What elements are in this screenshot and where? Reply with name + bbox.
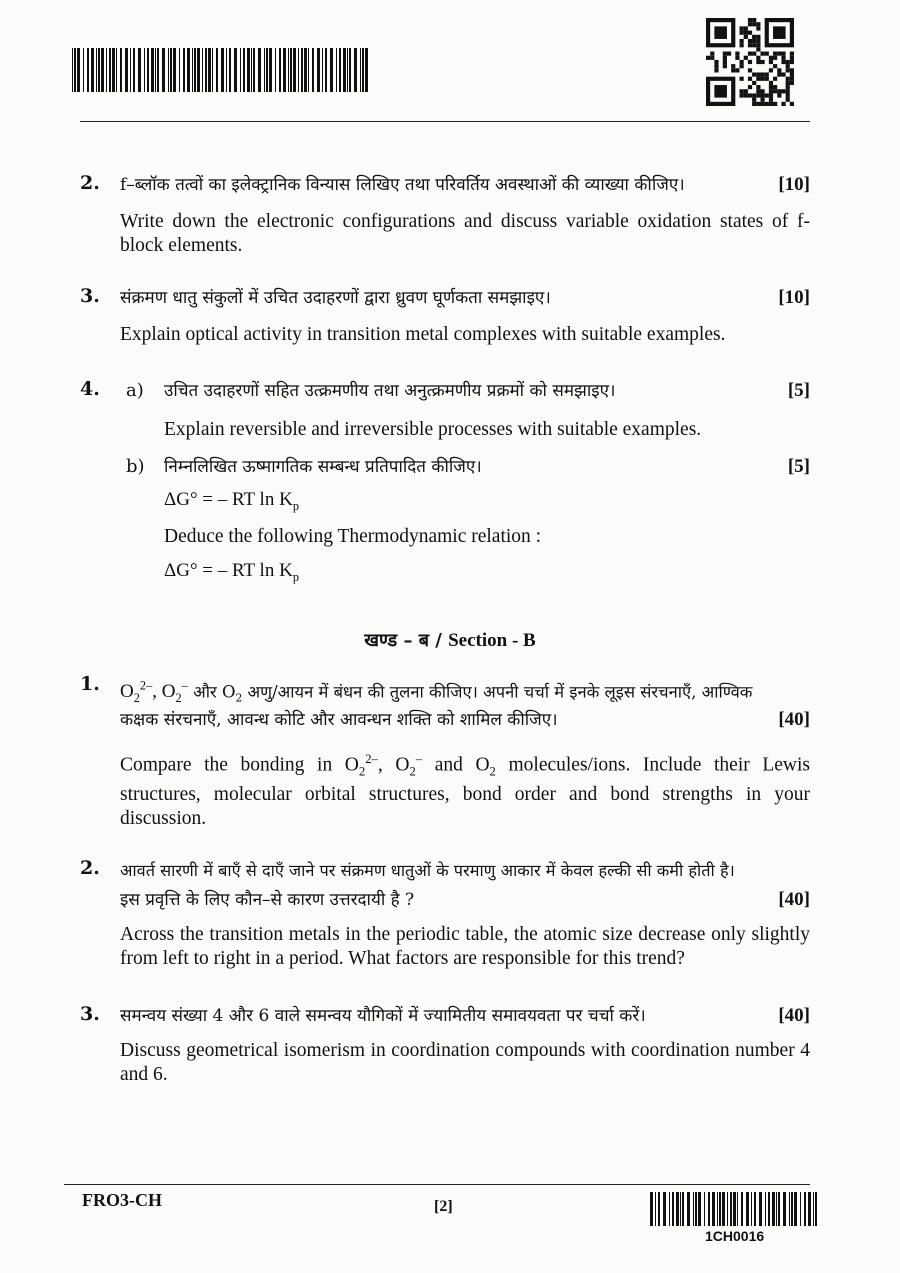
part-b-english: Deduce the following Thermodynamic relation : — [164, 526, 542, 547]
question-english: Discuss geometrical isomerism in coordination compounds with coordination number 4 and 6. — [120, 1040, 810, 1085]
question-hindi-line2: कक्षक संरचनाएँ, आवन्ध कोटि और आवन्धन शक्ति को शामिल कीजिए। — [120, 710, 558, 730]
qr-code — [706, 18, 794, 106]
part-label-a: a) — [126, 380, 144, 401]
question-b1 — [80, 673, 811, 830]
question-marks: [40] — [778, 889, 810, 910]
question-number: 3. — [80, 285, 100, 307]
page-number: [2] — [434, 1198, 453, 1215]
question-number: 2. — [80, 172, 100, 194]
question-marks: [40] — [778, 1005, 810, 1026]
question-number: 3. — [80, 1003, 100, 1025]
question-hindi: f–ब्लॉक तत्वों का इलेक्ट्रानिक विन्यास लिखिए तथा परिवर्तिय अवस्थाओं की व्याख्या कीजिए। — [120, 175, 685, 195]
question-marks: [10] — [778, 174, 810, 195]
top-barcode — [72, 48, 370, 92]
question-hindi: समन्वय संख्या 4 और 6 वाले समन्वय यौगिकों में ज्यामितीय समावयवता पर चर्चा करें। — [120, 1006, 646, 1026]
question-marks: [10] — [778, 287, 810, 308]
question-a2 — [80, 172, 810, 262]
question-number: 4. — [80, 378, 100, 400]
question-b2 — [80, 857, 810, 977]
question-hindi: संक्रमण धातु संकुलों में उचित उदाहरणों द्वारा ध्रुवण घूर्णकता समझाइए। — [120, 288, 551, 308]
paper-code: FRO3-CH — [82, 1190, 162, 1210]
question-number: 1. — [80, 673, 100, 695]
question-hindi-line2: इस प्रवृत्ति के लिए कौन–से कारण उत्तरदायी है ? — [120, 890, 415, 910]
part-a-english: Explain reversible and irreversible processes with suitable examples. — [164, 419, 702, 440]
question-hindi-line1: $O_2^{2-}$, $O_2^-$ और $O_2$ अणु/आयन में बंधन की तुलना कीजिए। अपनी चर्चा में इनके लूइस संरचनाएँ, आण्विक — [120, 679, 753, 706]
footer-rule — [64, 1184, 810, 1185]
part-b-marks: [5] — [787, 456, 810, 477]
question-english: Across the transition metals in the periodic table, the atomic size decrease only slightly from left to right in a period. What factors are responsible for this trend? — [120, 924, 810, 969]
question-english: Write down the electronic configurations and discuss variable oxidation states of f-block elements. — [120, 211, 810, 256]
bottom-barcode — [650, 1192, 818, 1226]
question-a4 — [80, 378, 810, 588]
question-b3 — [80, 1003, 810, 1083]
part-a-hindi: उचित उदाहरणों सहित उत्क्रमणीय तथा अनुत्क्रमणीय प्रक्रमों को समझाइए। — [164, 381, 616, 401]
part-label-b: b) — [126, 456, 145, 477]
part-b-hindi: निम्नलिखित ऊष्मागतिक सम्बन्ध प्रतिपादित कीजिए। — [164, 457, 482, 477]
question-number: 2. — [80, 857, 100, 879]
question-english: Explain optical activity in transition metal complexes with suitable examples. — [120, 324, 726, 345]
question-marks: [40] — [778, 709, 810, 730]
header-rule — [80, 121, 810, 122]
question-a3 — [80, 285, 810, 355]
part-a-marks: [5] — [787, 380, 810, 401]
barcode-text: 1CH0016 — [705, 1228, 765, 1244]
section-heading: खण्ड – ब / Section - B — [364, 630, 536, 651]
equation-1: ΔG° = – RT $\ln K_p$ — [164, 489, 299, 513]
question-hindi-line1: आवर्त सारणी में बाएँ से दाएँ जाने पर संक्रमण धातुओं के परमाणु आकार में केवल हल्की सी कमी होती है। — [120, 861, 735, 880]
equation-2: ΔG° = – RT $\ln K_p$ — [164, 560, 299, 584]
question-english: Compare the bonding in $O_2^{2-}$, $O_2^-$ and $O_2$ molecules/ions. Include their Lewis structures, molecular orbital structures, bond order and bond strengths in your discussion. — [120, 752, 811, 830]
